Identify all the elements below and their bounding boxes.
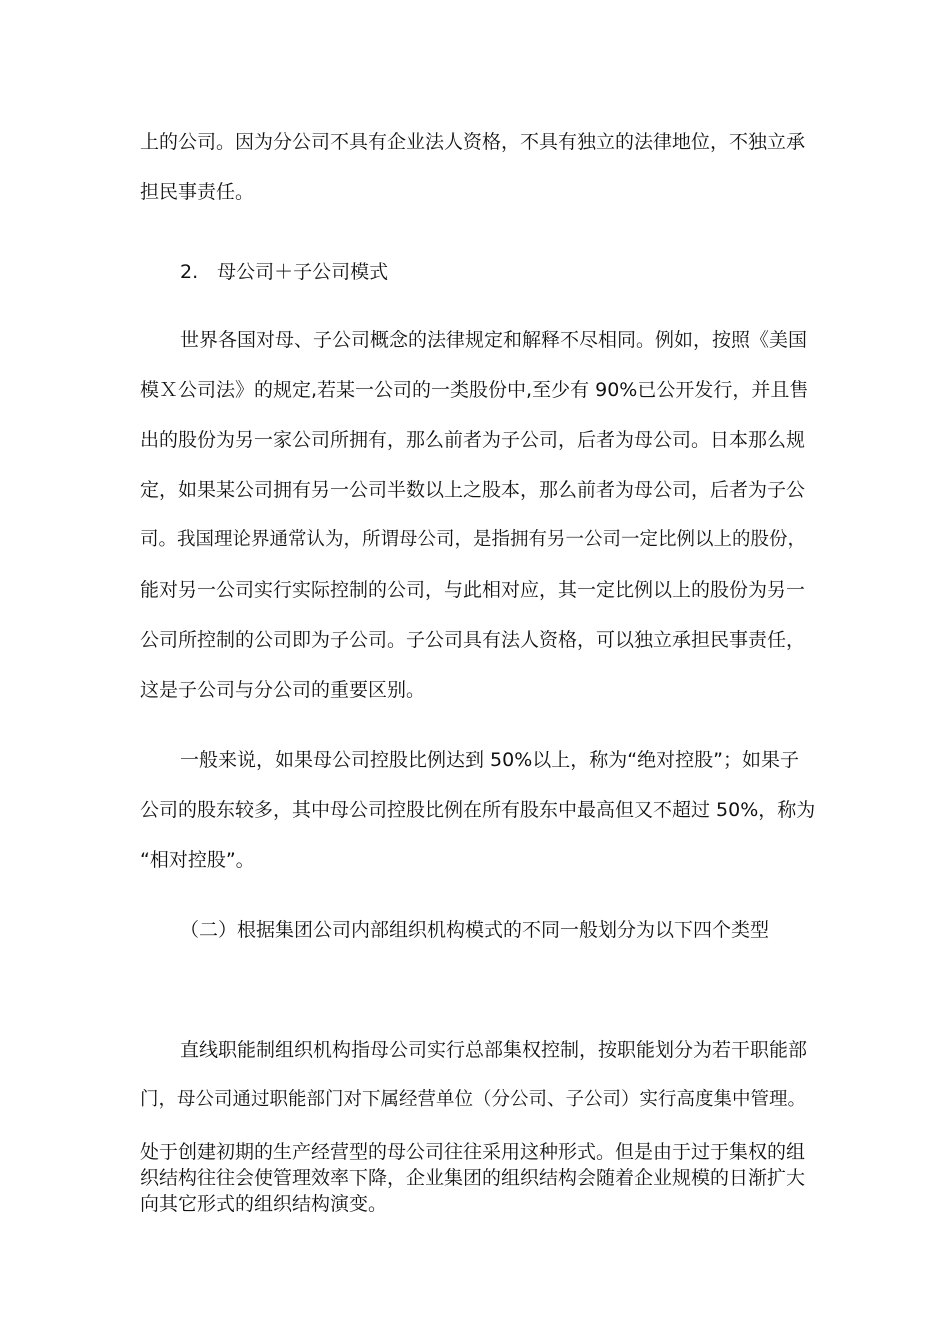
section-heading: 2. 母公司＋子公司模式 xyxy=(180,261,389,283)
paragraph-line: 一般来说，如果母公司控股比例达到 50%以上，称为“绝对控股”；如果子 xyxy=(180,749,799,771)
paragraph-line: 世界各国对母、子公司概念的法律规定和解释不尽相同。例如，按照《美国 xyxy=(180,329,808,351)
section-subheading: （二）根据集团公司内部组织机构模式的不同一般划分为以下四个类型 xyxy=(180,919,770,941)
paragraph-line: 公司所控制的公司即为子公司。子公司具有法人资格，可以独立承担民事责任， xyxy=(140,629,806,651)
paragraph-line: 定，如果某公司拥有另一公司半数以上之股本，那么前者为母公司，后者为子公 xyxy=(140,479,806,501)
paragraph-line: 织结构往往会使管理效率下降，企业集团的组织结构会随着企业规模的日渐扩大 xyxy=(140,1167,806,1189)
paragraph-line: 门，母公司通过职能部门对下属经营单位（分公司、子公司）实行高度集中管理。 xyxy=(140,1089,807,1110)
paragraph-line: 向其它形式的组织结构演变。 xyxy=(140,1193,388,1215)
paragraph-line: 上的公司。因为分公司不具有企业法人资格，不具有独立的法律地位，不独立承 xyxy=(140,131,806,153)
paragraph-line: 司。我国理论界通常认为，所谓母公司，是指拥有另一公司一定比例以上的股份， xyxy=(140,529,807,550)
paragraph-line: “相对控股”。 xyxy=(140,849,255,871)
paragraph-line: 直线职能制组织机构指母公司实行总部集权控制，按职能划分为若干职能部 xyxy=(180,1039,808,1061)
paragraph-line: 能对另一公司实行实际控制的公司，与此相对应，其一定比例以上的股份为另一 xyxy=(140,579,806,601)
paragraph-line: 这是子公司与分公司的重要区别。 xyxy=(140,679,426,701)
paragraph-line: 模Ｘ公司法》的规定,若某一公司的一类股份中,至少有 90%已公开发行，并且售 xyxy=(140,379,809,401)
paragraph-line: 担民事责任。 xyxy=(140,181,255,203)
paragraph-line: 公司的股东较多，其中母公司控股比例在所有股东中最高但又不超过 50%，称为 xyxy=(140,799,816,821)
paragraph-line: 处于创建初期的生产经营型的母公司往往采用这种形式。但是由于过于集权的组 xyxy=(140,1141,806,1163)
paragraph-line: 出的股份为另一家公司所拥有，那么前者为子公司，后者为母公司。日本那么规 xyxy=(140,429,806,451)
